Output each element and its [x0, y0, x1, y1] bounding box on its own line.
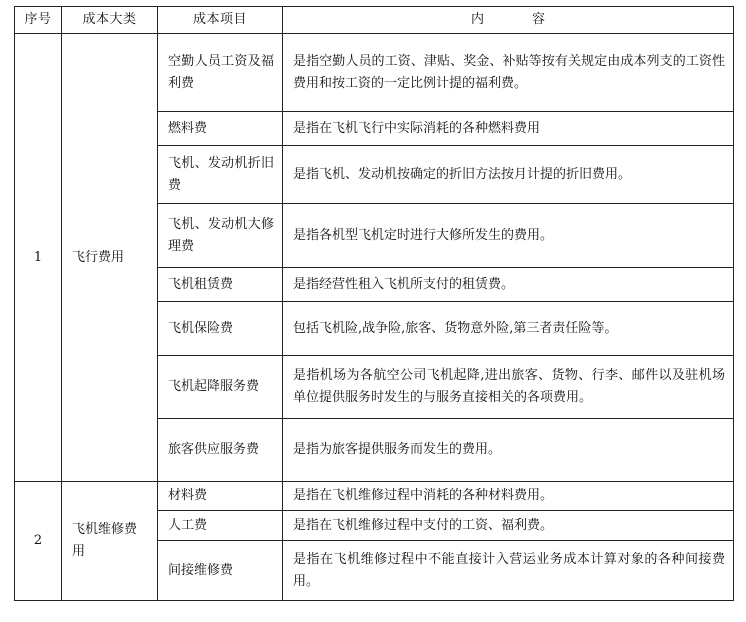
header-content [283, 7, 734, 34]
cost-description: 是指在飞机飞行中实际消耗的各种燃料费用 [283, 112, 734, 146]
cost-item: 飞机保险费 [158, 302, 283, 356]
cost-item: 飞机起降服务费 [158, 356, 283, 419]
cost-item: 材料费 [158, 482, 283, 511]
cost-item: 飞机租赁费 [158, 268, 283, 302]
table-row [15, 482, 734, 511]
cost-description: 是指空勤人员的工资、津贴、奖金、补贴等按有关规定由成本列支的工资性费用和按工资的一定比例计提的福利费。 [283, 34, 734, 112]
cost-description: 是指在飞机维修过程中支付的工资、福利费。 [283, 511, 734, 541]
header-row [15, 7, 734, 34]
cost-description: 是指飞机、发动机按确定的折旧方法按月计提的折旧费用。 [283, 146, 734, 204]
cost-description: 是指在飞机维修过程中消耗的各种材料费用。 [283, 482, 734, 511]
cost-category: 飞机维修费用 [62, 482, 158, 601]
row-index: 2 [15, 482, 62, 601]
header-content-label: 内容 [470, 12, 593, 27]
cost-category: 飞行费用 [62, 34, 158, 482]
cost-item: 人工费 [158, 511, 283, 541]
cost-description: 是指在飞机维修过程中不能直接计入营运业务成本计算对象的各种间接费用。 [283, 541, 734, 601]
cost-item: 燃料费 [158, 112, 283, 146]
cost-item: 飞机、发动机折旧费 [158, 146, 283, 204]
cost-description: 是指为旅客提供服务而发生的费用。 [283, 419, 734, 482]
row-index: 1 [15, 34, 62, 482]
cost-description: 是指经营性租入飞机所支付的租赁费。 [283, 268, 734, 302]
header-idx: 序号 [15, 7, 62, 34]
cost-description: 是指各机型飞机定时进行大修所发生的费用。 [283, 204, 734, 268]
cost-table [14, 6, 734, 601]
cost-item: 飞机、发动机大修理费 [158, 204, 283, 268]
header-category: 成本大类 [62, 7, 158, 34]
header-item: 成本项目 [158, 7, 283, 34]
cost-description: 是指机场为各航空公司飞机起降,进出旅客、货物、行李、邮件以及驻机场单位提供服务时发生的与服务直接相关的各项费用。 [283, 356, 734, 419]
cost-item: 旅客供应服务费 [158, 419, 283, 482]
table-body [15, 34, 734, 601]
cost-table-container [14, 6, 733, 601]
cost-description: 包括飞机险,战争险,旅客、货物意外险,第三者责任险等。 [283, 302, 734, 356]
cost-item: 间接维修费 [158, 541, 283, 601]
table-row [15, 34, 734, 112]
cost-item: 空勤人员工资及福利费 [158, 34, 283, 112]
